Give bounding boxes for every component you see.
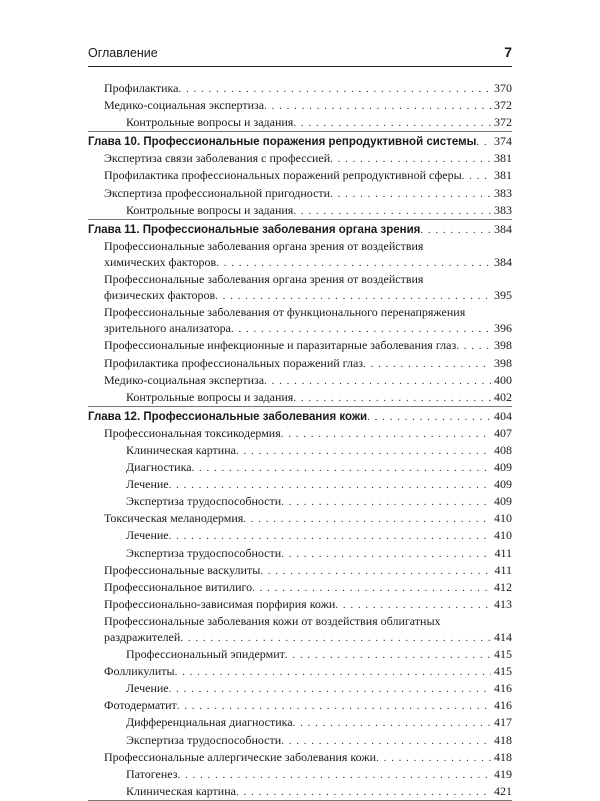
toc-entry-title: Экспертиза трудоспособности	[126, 494, 282, 509]
toc-entry-title-line: Профессиональные заболевания кожи от воздействия облигатных	[104, 613, 441, 628]
dot-leader	[215, 288, 491, 304]
toc-entry-title: Фолликулиты	[104, 664, 175, 679]
toc-entry[interactable]	[88, 459, 512, 476]
toc-page-number: 383	[494, 185, 512, 200]
dot-leader	[264, 373, 491, 389]
toc-page-number: 404	[494, 408, 512, 423]
dot-leader	[252, 580, 491, 596]
dot-leader	[169, 477, 491, 493]
dot-leader	[175, 664, 491, 680]
toc-entry[interactable]	[88, 271, 512, 304]
dot-leader	[363, 356, 491, 372]
running-header-title: Оглавление	[88, 46, 158, 60]
toc-chapter-entry[interactable]	[88, 408, 512, 425]
toc-page-number: 415	[494, 647, 512, 662]
page-number: 7	[504, 44, 512, 60]
toc-page-number: 370	[494, 81, 512, 95]
toc-entry-title: Контрольные вопросы и задания	[126, 389, 294, 404]
toc-entry[interactable]	[88, 663, 512, 680]
toc-entry-title: Профилактика профессиональных поражений глаз	[104, 355, 364, 370]
toc-entry-title: химических факторов	[104, 254, 217, 269]
toc-page-number: 381	[494, 168, 512, 183]
dot-leader	[169, 681, 491, 697]
toc-page-number: 400	[494, 372, 512, 387]
toc-entry-title: Медико-социальная экспертиза	[104, 98, 265, 113]
toc-section	[88, 132, 512, 219]
toc-entry-title: Профессиональные инфекционные и паразитарные заболевания глаз	[104, 338, 457, 353]
header-rule	[88, 66, 512, 67]
toc-page-number: 409	[494, 494, 512, 509]
toc-page-number: 418	[494, 749, 512, 764]
toc-entry[interactable]	[88, 562, 512, 579]
dot-leader	[236, 784, 491, 800]
toc-entry[interactable]	[88, 493, 512, 510]
toc-page-number: 410	[494, 511, 512, 526]
toc-page-number: 383	[494, 202, 512, 217]
toc-page-number: 418	[494, 732, 512, 747]
toc-page-number: 408	[494, 442, 512, 457]
toc-entry[interactable]	[88, 527, 512, 544]
dot-leader	[177, 698, 491, 714]
dot-leader	[456, 338, 491, 354]
toc-entry[interactable]	[88, 425, 512, 442]
toc-entry-title-line: Профессиональные заболевания органа зрения от воздействия	[104, 238, 424, 253]
toc-page-number: 384	[494, 221, 512, 236]
toc-entry-title: зрительного анализатора	[104, 321, 231, 336]
toc-page-number: 421	[494, 783, 512, 798]
toc-entry[interactable]	[88, 783, 512, 800]
toc-entry[interactable]	[88, 697, 512, 714]
toc-entry[interactable]	[88, 185, 512, 202]
toc-entry-title: Клиническая картина	[126, 442, 236, 457]
toc-entry-title: Профессиональная токсикодермия	[104, 425, 281, 440]
toc-page-number: 416	[494, 698, 512, 713]
toc-page-number: 374	[494, 134, 512, 149]
dot-leader	[192, 460, 491, 476]
dot-leader	[367, 409, 491, 425]
toc-entry[interactable]	[88, 150, 512, 167]
toc-entry-title: Контрольные вопросы и задания	[126, 202, 294, 217]
toc-entry-title: Патогенез	[126, 766, 178, 781]
dot-leader	[335, 597, 491, 613]
toc-entry[interactable]	[88, 114, 512, 131]
toc-entry-title: Дифференциальная диагностика	[126, 715, 293, 730]
toc-entry-title: Фотодерматит	[104, 698, 177, 713]
toc-entry[interactable]	[88, 389, 512, 406]
toc-section	[88, 407, 512, 801]
toc-entry[interactable]	[88, 545, 512, 562]
dot-leader	[260, 563, 491, 579]
dot-leader	[281, 426, 491, 442]
toc-section	[88, 220, 512, 407]
toc-entry-title: Токсическая меланодермия	[104, 511, 244, 526]
toc-page-number: 398	[494, 338, 512, 353]
toc-page-number: 415	[494, 664, 512, 679]
dot-leader	[330, 151, 491, 167]
toc-page-number: 411	[494, 562, 512, 577]
running-header	[88, 44, 512, 64]
toc-entry[interactable]	[88, 442, 512, 459]
toc-chapter-entry[interactable]	[88, 133, 512, 150]
dot-leader	[330, 186, 491, 202]
toc-entry[interactable]	[88, 613, 512, 646]
toc-page-number: 417	[494, 715, 512, 730]
toc-entry-title: Профессиональный эпидермит	[126, 647, 285, 662]
toc-entry[interactable]	[88, 680, 512, 697]
toc-entry[interactable]	[88, 97, 512, 114]
toc-entry[interactable]	[88, 202, 512, 219]
toc-section	[88, 80, 512, 132]
table-of-contents	[88, 80, 512, 801]
toc-entry-title-line: Профессиональные заболевания от функционального перенапряжения	[104, 305, 466, 320]
toc-entry-title: Глава 12. Профессиональные заболевания кожи	[88, 410, 368, 423]
toc-page-number: 384	[494, 254, 512, 269]
toc-page-number: 372	[494, 98, 512, 113]
toc-page-number: 402	[494, 389, 512, 404]
toc-page-number: 413	[494, 596, 512, 611]
toc-page-number: 407	[494, 425, 512, 440]
toc-entry[interactable]	[88, 579, 512, 596]
toc-page-number: 416	[494, 681, 512, 696]
dot-leader	[180, 630, 491, 646]
dot-leader	[264, 98, 491, 114]
toc-entry-title: Клиническая картина	[126, 783, 236, 798]
toc-entry[interactable]	[88, 646, 512, 663]
toc-entry-title: Профилактика профессиональных поражений репродуктивной сферы	[104, 168, 462, 183]
toc-chapter-entry[interactable]	[88, 221, 512, 238]
toc-page-number: 411	[494, 545, 512, 560]
toc-entry-title: Профессиональное витилиго	[104, 579, 253, 594]
toc-entry[interactable]	[88, 714, 512, 731]
toc-page-number: 412	[494, 579, 512, 594]
dot-leader	[179, 81, 492, 97]
toc-entry[interactable]	[88, 732, 512, 749]
toc-entry-title: Глава 10. Профессиональные поражения репродуктивной системы	[88, 136, 477, 149]
dot-leader	[281, 494, 491, 510]
dot-leader	[236, 443, 491, 459]
toc-page-number: 396	[494, 321, 512, 336]
toc-entry-title-line: Профессиональные заболевания органа зрения от воздействия	[104, 272, 424, 287]
toc-entry[interactable]	[88, 596, 512, 613]
toc-entry-title: Профессиональные васкулиты	[104, 562, 261, 577]
toc-entry-title: физических факторов	[104, 288, 216, 303]
toc-entry-title: Медико-социальная экспертиза	[104, 372, 265, 387]
toc-entry-title: Глава 11. Профессиональные заболевания органа зрения	[88, 223, 421, 236]
toc-page-number: 410	[494, 528, 512, 543]
toc-page-number: 372	[494, 115, 512, 130]
dot-leader	[281, 733, 491, 749]
dot-leader	[285, 647, 491, 663]
dot-leader	[243, 511, 491, 527]
toc-entry-title: Экспертиза связи заболевания с профессией	[104, 151, 331, 166]
toc-page-number: 395	[494, 288, 512, 303]
toc-entry-title: Экспертиза трудоспособности	[126, 545, 282, 560]
toc-entry[interactable]	[88, 355, 512, 372]
dot-leader	[376, 750, 491, 766]
dot-leader	[281, 546, 491, 562]
dot-leader	[178, 767, 492, 783]
toc-page-number: 381	[494, 151, 512, 166]
toc-page-number: 398	[494, 355, 512, 370]
toc-entry[interactable]	[88, 476, 512, 493]
dot-leader	[462, 168, 491, 184]
toc-entry-title: Лечение	[126, 528, 169, 543]
dot-leader	[231, 321, 491, 337]
dot-leader	[293, 203, 491, 219]
toc-entry[interactable]	[88, 304, 512, 337]
toc-page-number: 409	[494, 477, 512, 492]
toc-entry-title: Экспертиза профессиональной пригодности	[104, 185, 331, 200]
toc-entry[interactable]	[88, 766, 512, 783]
toc-entry-title: Контрольные вопросы и задания	[126, 115, 294, 130]
toc-entry-title: Профилактика	[104, 81, 179, 95]
toc-entry-title: Профессионально-зависимая порфирия кожи	[104, 596, 336, 611]
dot-leader	[293, 390, 491, 406]
toc-entry[interactable]	[88, 80, 512, 97]
toc-entry[interactable]	[88, 749, 512, 766]
toc-entry[interactable]	[88, 510, 512, 527]
toc-page-number: 414	[494, 630, 512, 644]
toc-entry-title: Лечение	[126, 681, 169, 696]
dot-leader	[476, 134, 491, 150]
dot-leader	[420, 222, 491, 238]
toc-entry[interactable]	[88, 238, 512, 271]
toc-entry-title: раздражителей	[104, 630, 181, 644]
toc-entry[interactable]	[88, 337, 512, 354]
toc-entry-title: Экспертиза трудоспособности	[126, 732, 282, 747]
toc-page-number: 409	[494, 460, 512, 475]
dot-leader	[293, 715, 491, 731]
dot-leader	[169, 528, 491, 544]
dot-leader	[293, 115, 491, 131]
toc-entry-title: Профессиональные аллергические заболевания кожи	[104, 749, 377, 764]
toc-entry-title: Лечение	[126, 477, 169, 492]
toc-entry-title: Диагностика	[126, 460, 192, 475]
toc-page-number: 419	[494, 766, 512, 781]
toc-entry[interactable]	[88, 372, 512, 389]
dot-leader	[216, 255, 491, 271]
toc-entry[interactable]	[88, 167, 512, 184]
